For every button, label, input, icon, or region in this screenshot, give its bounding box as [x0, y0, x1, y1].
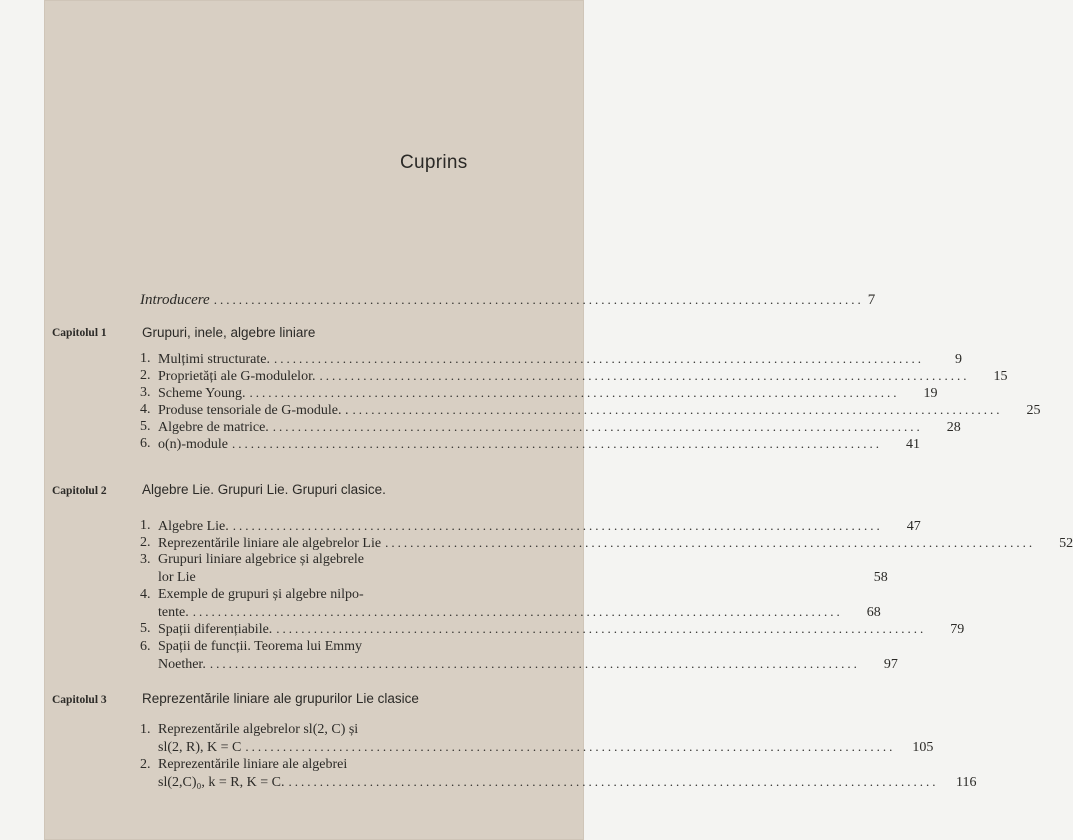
entry-text: Scheme Young. — [158, 386, 246, 401]
entry-number: 5. — [140, 621, 151, 636]
page-title: Cuprins — [400, 152, 468, 173]
entry-text: Introducere — [140, 292, 210, 308]
entry-number: 2. — [140, 757, 151, 772]
entry-page: 58 — [873, 570, 888, 585]
entry-text-continued: tente. — [158, 605, 189, 620]
chapter-title: Reprezentările liniare ale grupurilor Lie clasice — [142, 691, 419, 706]
leader-dots — [233, 517, 883, 534]
toc-entry — [140, 638, 898, 673]
toc-entry — [140, 756, 977, 791]
entry-text-continued: lor Lie — [158, 570, 196, 585]
entry-number: 4. — [140, 587, 151, 602]
toc-entry — [140, 620, 965, 638]
entry-page: 52 — [1059, 536, 1073, 551]
entry-text: Exemple de grupuri și algebre nilpo- — [158, 587, 364, 602]
entry-page: 9 — [954, 352, 962, 367]
entry-page: 7 — [867, 292, 876, 308]
toc-entry-introduction — [140, 292, 876, 309]
entry-page: 41 — [905, 437, 920, 452]
entry-text: Reprezentările liniare ale algebrelor Lie — [158, 536, 382, 551]
entry-number: 1. — [140, 351, 151, 366]
entry-text-continued: sl(2, R), K = C — [158, 740, 242, 755]
leader-dots — [273, 418, 923, 435]
toc-entry — [140, 586, 881, 621]
toc-entry — [140, 435, 920, 453]
entry-text: Proprietăți ale G-modulelor. — [158, 369, 316, 384]
entry-page: 79 — [950, 622, 965, 637]
toc-entry — [140, 384, 938, 402]
entry-text: Reprezentările algebrelor sl(2, C) și — [158, 722, 359, 737]
entry-text: Algebre Lie. — [158, 519, 229, 534]
leader-dots — [276, 620, 926, 637]
toc-entry — [140, 350, 962, 368]
entry-text: Produse tensoriale de G-module. . — [158, 403, 349, 418]
toc-entry — [140, 401, 1041, 419]
entry-text-continued: sl(2,C)₀, k = R, K = C. — [158, 775, 285, 790]
entry-number: 2. — [140, 368, 151, 383]
entry-text: Reprezentările liniare ale algebrei — [158, 757, 348, 772]
chapter-label: Capitolul 3 — [52, 694, 107, 706]
entry-text: Mulțimi structurate. — [158, 352, 270, 367]
leader-dots — [288, 773, 938, 790]
leader-dots — [193, 603, 843, 620]
chapter-title: Algebre Lie. Grupuri Lie. Grupuri clasice. — [142, 482, 386, 497]
entry-number: 3. — [140, 385, 151, 400]
entry-number: 1. — [140, 518, 151, 533]
entry-number: 1. — [140, 722, 151, 737]
toc-entry — [140, 517, 921, 535]
entry-page: 25 — [1026, 403, 1041, 418]
entry-page: 68 — [866, 605, 881, 620]
entry-text: o(n)-module — [158, 437, 228, 452]
entry-text: Spații de funcții. Teorema lui Emmy — [158, 639, 363, 654]
leader-dots — [353, 401, 1003, 418]
leader-dots — [385, 534, 1035, 551]
entry-page: 116 — [955, 775, 977, 790]
entry-page: 15 — [993, 369, 1008, 384]
leader-dots — [210, 655, 860, 672]
entry-text-continued: Noether. — [158, 657, 206, 672]
leader-dots — [245, 738, 895, 755]
chapter-label: Capitolul 2 — [52, 485, 107, 497]
entry-page: 105 — [912, 740, 934, 755]
entry-number: 2. — [140, 535, 151, 550]
toc-entry — [140, 551, 888, 586]
chapter-title: Grupuri, inele, algebre liniare — [142, 325, 316, 340]
entry-page: 97 — [883, 657, 898, 672]
chapter-label: Capitolul 1 — [52, 327, 107, 339]
entry-page: 28 — [946, 420, 961, 435]
leader-dots — [274, 350, 924, 367]
entry-number: 5. — [140, 419, 151, 434]
entry-number: 4. — [140, 402, 151, 417]
toc-entry — [140, 534, 1073, 552]
entry-number: 6. — [140, 436, 151, 451]
leader-dots — [250, 384, 900, 401]
entry-page: 47 — [906, 519, 921, 534]
entry-text: Grupuri liniare algebrice și algebrele — [158, 552, 365, 567]
toc-entry — [140, 367, 1008, 385]
leader-dots — [232, 435, 882, 452]
entry-number: 6. — [140, 639, 151, 654]
entry-page: 19 — [923, 386, 938, 401]
entry-text: Spații diferențiabile. — [158, 622, 273, 637]
toc-entry — [140, 418, 961, 436]
toc-entry — [140, 721, 934, 756]
entry-text: Algebre de matrice. — [158, 420, 269, 435]
leader-dots — [319, 367, 969, 384]
entry-number: 3. — [140, 552, 151, 567]
leader-dots — [214, 292, 864, 308]
